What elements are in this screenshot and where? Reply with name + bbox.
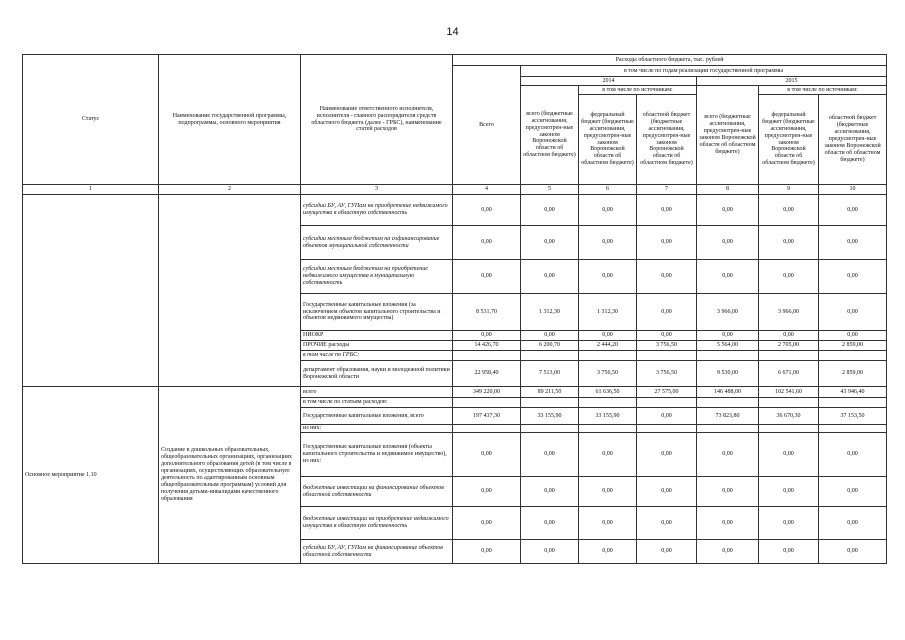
value-cell: 0,00	[521, 226, 579, 260]
column-number: 7	[637, 185, 697, 195]
value-cell: 0,00	[579, 477, 637, 507]
column-number: 9	[759, 185, 819, 195]
header-2014-sources: в том числе по источникам:	[579, 86, 697, 95]
header-program-name: Наименование государственной программы, подпрограммы, основного мероприятия	[159, 55, 301, 185]
status-cell-empty	[23, 195, 159, 387]
value-cell: 0,00	[759, 433, 819, 477]
value-cell: 0,00	[637, 540, 697, 564]
value-cell	[637, 425, 697, 433]
value-cell: 102 541,60	[759, 387, 819, 398]
row-label: в том числе по статьям расходов:	[301, 398, 453, 408]
value-cell: 0,00	[453, 507, 521, 540]
value-cell: 0,00	[521, 540, 579, 564]
value-cell	[637, 351, 697, 361]
value-cell: 0,00	[819, 433, 887, 477]
value-cell: 0,00	[453, 195, 521, 226]
row-label: всего	[301, 387, 453, 398]
value-cell: 2 444,20	[579, 341, 637, 351]
header-2014-regional: областной бюджет (бюджетные ассигнования, предусмотрен-ные законом Воронежской области об областном бюджете)	[637, 95, 697, 185]
value-cell: 0,00	[819, 477, 887, 507]
value-cell: 6 200,70	[521, 341, 579, 351]
value-cell: 7 513,00	[521, 361, 579, 387]
value-cell: 0,00	[453, 433, 521, 477]
row-label: Государственные капитальные вложения, всего	[301, 408, 453, 425]
value-cell: 0,00	[759, 540, 819, 564]
value-cell: 0,00	[579, 507, 637, 540]
value-cell: 0,00	[579, 195, 637, 226]
value-cell: 0,00	[697, 540, 759, 564]
value-cell: 61 636,50	[579, 387, 637, 398]
value-cell: 0,00	[637, 260, 697, 294]
value-cell: 0,00	[819, 331, 887, 341]
value-cell	[819, 425, 887, 433]
row-label: субсидии местным бюджетам на софинансирование объектов муниципальной собственности	[301, 226, 453, 260]
value-cell	[819, 351, 887, 361]
value-cell: 0,00	[453, 540, 521, 564]
activity-status: Основное мероприятие 1.10	[23, 387, 159, 564]
value-cell: 2 859,00	[819, 361, 887, 387]
value-cell: 0,00	[453, 331, 521, 341]
value-cell: 0,00	[759, 477, 819, 507]
value-cell: 5 564,00	[697, 341, 759, 351]
value-cell: 0,00	[637, 294, 697, 331]
value-cell: 0,00	[637, 477, 697, 507]
value-cell: 33 155,90	[579, 408, 637, 425]
header-2014-all: всего (бюджетные ассигнования, предусмотрен-ные законом Воронежской области об областном бюджете)	[521, 86, 579, 185]
row-label: в том числе по ГРБС:	[301, 351, 453, 361]
value-cell: 3 966,00	[697, 294, 759, 331]
value-cell: 1 312,30	[521, 294, 579, 331]
value-cell: 146 488,00	[697, 387, 759, 398]
value-cell	[579, 398, 637, 408]
value-cell: 0,00	[453, 477, 521, 507]
value-cell	[521, 425, 579, 433]
value-cell: 0,00	[521, 195, 579, 226]
table-row	[23, 195, 887, 226]
value-cell	[453, 398, 521, 408]
value-cell: 0,00	[579, 331, 637, 341]
value-cell: 0,00	[819, 507, 887, 540]
value-cell: 8 531,70	[453, 294, 521, 331]
value-cell: 0,00	[697, 260, 759, 294]
value-cell	[579, 351, 637, 361]
value-cell: 1 312,30	[579, 294, 637, 331]
row-label: субсидии БУ, АУ, ГУПам на приобретение недвижимого имущества в областную собственность	[301, 195, 453, 226]
value-cell: 0,00	[637, 408, 697, 425]
value-cell: 0,00	[521, 433, 579, 477]
value-cell: 0,00	[453, 260, 521, 294]
value-cell: 0,00	[819, 260, 887, 294]
column-number-row	[23, 185, 887, 195]
value-cell: 0,00	[521, 477, 579, 507]
header-2015-regional: областной бюджет (бюджетные ассигнования, предусмотрен-ные законом Воронежской области об областном бюджете)	[819, 95, 887, 185]
value-cell	[759, 425, 819, 433]
value-cell	[521, 398, 579, 408]
value-cell: 3 756,50	[637, 361, 697, 387]
value-cell: 89 211,50	[521, 387, 579, 398]
budget-table	[22, 54, 887, 564]
column-number: 3	[301, 185, 453, 195]
value-cell: 0,00	[637, 507, 697, 540]
value-cell: 0,00	[759, 226, 819, 260]
value-cell	[453, 351, 521, 361]
value-cell: 0,00	[453, 226, 521, 260]
value-cell: 0,00	[697, 195, 759, 226]
row-label: бюджетные инвестиции на финансирование объектов областной собственности	[301, 477, 453, 507]
value-cell	[579, 425, 637, 433]
value-cell: 0,00	[521, 331, 579, 341]
value-cell: 2 705,00	[759, 341, 819, 351]
value-cell	[697, 351, 759, 361]
column-number: 8	[697, 185, 759, 195]
value-cell: 0,00	[579, 540, 637, 564]
value-cell: 0,00	[637, 433, 697, 477]
page-number: 14	[446, 26, 459, 38]
header-2015-federal: федеральный бюджет (бюджетные ассигнования, предусмотрен-ные законом Воронежской области об областном бюджете)	[759, 95, 819, 185]
value-cell: 0,00	[697, 507, 759, 540]
value-cell: 73 823,80	[697, 408, 759, 425]
value-cell: 43 946,40	[819, 387, 887, 398]
header-total: Всего	[453, 66, 521, 185]
value-cell: 0,00	[759, 507, 819, 540]
value-cell: 0,00	[759, 195, 819, 226]
value-cell	[759, 351, 819, 361]
value-cell	[637, 398, 697, 408]
value-cell: 27 575,00	[637, 387, 697, 398]
value-cell: 0,00	[759, 331, 819, 341]
value-cell: 349 220,00	[453, 387, 521, 398]
row-label: НИОКР	[301, 331, 453, 341]
row-label: субсидии местным бюджетам на приобретение недвижимого имущества в муниципальную собственность	[301, 260, 453, 294]
header-executor: Наименование ответственного исполнителя, исполнителя - главного распорядителя средств областного бюджета (далее - ГРБС), наименование статей расходов	[301, 55, 453, 185]
column-number: 2	[159, 185, 301, 195]
row-label: ПРОЧИЕ расходы	[301, 341, 453, 351]
value-cell: 0,00	[819, 195, 887, 226]
row-label: бюджетные инвестиции на приобретение недвижимого имущества в областную собственность	[301, 507, 453, 540]
value-cell: 3 966,00	[759, 294, 819, 331]
row-label: Государственные капитальные вложения (объекты капитального строительства и недвижимое имущество), из них:	[301, 433, 453, 477]
column-number: 6	[579, 185, 637, 195]
value-cell: 3 756,50	[637, 341, 697, 351]
value-cell: 9 530,00	[697, 361, 759, 387]
header-year-2015: 2015	[697, 77, 887, 86]
value-cell: 0,00	[637, 331, 697, 341]
value-cell: 0,00	[759, 260, 819, 294]
column-number: 10	[819, 185, 887, 195]
value-cell: 37 153,50	[819, 408, 887, 425]
value-cell: 0,00	[819, 226, 887, 260]
value-cell: 0,00	[697, 226, 759, 260]
value-cell: 22 958,40	[453, 361, 521, 387]
value-cell	[759, 398, 819, 408]
value-cell: 0,00	[697, 433, 759, 477]
column-number: 4	[453, 185, 521, 195]
row-label: Государственные капитальные вложения (за исключением объектов капитального строительства и объектов недвижимого имущества)	[301, 294, 453, 331]
value-cell: 0,00	[697, 331, 759, 341]
value-cell: 0,00	[521, 260, 579, 294]
column-number: 5	[521, 185, 579, 195]
value-cell: 3 756,50	[579, 361, 637, 387]
value-cell: 2 859,00	[819, 341, 887, 351]
row-label: субсидии БУ, АУ, ГУПам на финансирование объектов областной собственности	[301, 540, 453, 564]
value-cell: 0,00	[697, 477, 759, 507]
header-2015-all: всего (бюджетные ассигнования, предусмотрен-ные законом Воронежской области об областном бюджете)	[697, 86, 759, 185]
header-2015-sources: в том числе по источникам:	[759, 86, 887, 95]
header-year-2014: 2014	[521, 77, 697, 86]
value-cell	[453, 425, 521, 433]
value-cell: 197 437,30	[453, 408, 521, 425]
value-cell: 36 670,30	[759, 408, 819, 425]
value-cell	[697, 398, 759, 408]
row-label: из них:	[301, 425, 453, 433]
value-cell	[697, 425, 759, 433]
header-status: Статус	[23, 55, 159, 185]
header-by-years: в том числе по годам реализации государственной программы	[521, 66, 887, 77]
value-cell: 0,00	[637, 195, 697, 226]
value-cell	[521, 351, 579, 361]
value-cell: 33 155,90	[521, 408, 579, 425]
value-cell: 0,00	[819, 540, 887, 564]
table-row	[23, 387, 887, 398]
row-label: департамент образования, науки и молодежной политики Воронежской области	[301, 361, 453, 387]
value-cell	[819, 398, 887, 408]
value-cell: 0,00	[579, 226, 637, 260]
value-cell: 14 426,70	[453, 341, 521, 351]
value-cell: 6 671,00	[759, 361, 819, 387]
value-cell: 0,00	[579, 433, 637, 477]
value-cell: 0,00	[637, 226, 697, 260]
value-cell: 0,00	[579, 260, 637, 294]
header-2014-federal: федеральный бюджет (бюджетные ассигнования, предусмотрен-ные законом Воронежской области об областном бюджете)	[579, 95, 637, 185]
program-cell-empty	[159, 195, 301, 387]
header-expenses: Расходы областного бюджета, тыс. рублей	[453, 55, 887, 66]
column-number: 1	[23, 185, 159, 195]
value-cell: 0,00	[819, 294, 887, 331]
value-cell: 0,00	[521, 507, 579, 540]
activity-name: Создание в дошкольных образовательных, общеобразовательных организациях, организациях дополнительного образования детей (в том числе в организациях, осуществляющих образовательную деятельность по адаптированным основным общеобразовательным программам) условий для получения детьми-инвалидами качественного образования	[159, 387, 301, 564]
